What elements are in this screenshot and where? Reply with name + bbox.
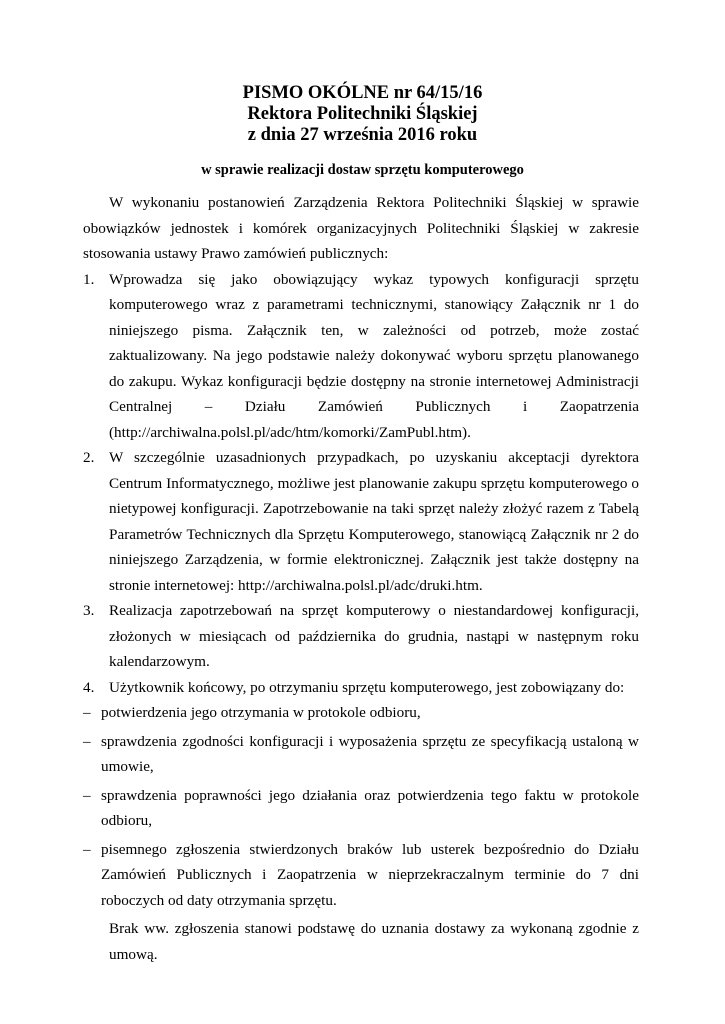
list-item-number: 4. <box>83 678 95 696</box>
list-item <box>83 675 639 701</box>
list-item-number: 2. <box>83 449 95 466</box>
dash-marker: – <box>83 786 91 804</box>
list-item <box>83 267 639 446</box>
dash-marker: – <box>83 704 91 721</box>
dash-marker: – <box>83 732 91 750</box>
title-line-2: Rektora Politechniki Śląskiej <box>247 104 478 124</box>
dash-list-item-text: sprawdzenia poprawności jego działania oraz potwierdzenia tego faktu w protokole odbioru, <box>101 786 639 829</box>
document-body <box>83 190 639 967</box>
title-line-1: PISMO OKÓLNE nr 64/15/16 <box>242 83 483 103</box>
dash-list-item <box>83 729 639 780</box>
list-item-text: Użytkownik końcowy, po otrzymaniu sprzętu komputerowego, jest zobowiązany do: <box>109 678 625 696</box>
dash-list-item-text: sprawdzenia zgodności konfiguracji i wyposażenia sprzętu ze specyfikacją ustaloną w umowie, <box>101 732 639 775</box>
list-item-number: 3. <box>83 602 95 619</box>
title-line-3: z dnia 27 września 2016 roku <box>247 125 478 145</box>
list-item-text: Realizacja zapotrzebowań na sprzęt komputerowy o niestandardowej konfiguracji, złożonych w miesiącach od października do grudnia, nastąpi w następnym roku kalendarzowym. <box>109 602 639 670</box>
document-title <box>0 83 725 146</box>
intro-paragraph: W wykonaniu postanowień Zarządzenia Rektora Politechniki Śląskiej w sprawie obowiązków jednostek i komórek organizacyjnych Politechniki Śląskiej w zakresie stosowania ustawy Prawo zamówień publicznych: <box>83 194 639 262</box>
list-item-text: Wprowadza się jako obowiązujący wykaz typowych konfiguracji sprzętu komputerowego wraz z parametrami technicznymi, stanowiący Załącznik nr 1 do niniejszego pisma. Załącznik ten, w zależności od potrzeb, może zostać zaktualizowany. Na jego podstawie należy dokonywać wyboru sprzętu planowanego do zakupu. Wykaz konfiguracji będzie dostępny na stronie internetowej Administracji Centralnej – Działu Zamówień Publicznych i Zaopatrzenia (http://archiwalna.polsl.pl/adc/htm/komorki/ZamPubl.htm). <box>109 270 639 441</box>
dash-list-item-text: potwierdzenia jego otrzymania w protokole odbioru, <box>101 704 421 721</box>
list-item-text: W szczególnie uzasadnionych przypadkach, po uzyskaniu akceptacji dyrektora Centrum Informatycznego, możliwe jest planowanie zakupu sprzętu komputerowego o nietypowej konfiguracji. Zapotrzebowanie na taki sprzęt należy złożyć razem z Tabelą Parametrów Technicznych dla Sprzętu Komputerowego, stanowiącą Załącznik nr 2 do niniejszego Zarządzenia, w formie elektronicznej. Załącznik jest także dostępny na stronie internetowej: http://archiwalna.polsl.pl/adc/druki.htm. <box>109 449 639 594</box>
dash-list-item <box>83 783 639 834</box>
dash-list-item <box>83 837 639 914</box>
dash-marker: – <box>83 840 91 858</box>
numbered-list <box>83 267 639 701</box>
closing-paragraph: Brak ww. zgłoszenia stanowi podstawę do uznania dostawy za wykonaną zgodnie z umową. <box>109 920 639 963</box>
document-subject: w sprawie realizacji dostaw sprzętu komputerowego <box>201 162 524 178</box>
dash-list-item-text: pisemnego zgłoszenia stwierdzonych braków lub usterek bezpośrednio do Działu Zamówień Publicznych i Zaopatrzenia w nieprzekraczalnym terminie do 7 dni roboczych od daty otrzymania sprzętu. <box>101 840 639 909</box>
list-item <box>83 445 639 598</box>
dash-list <box>83 700 639 913</box>
list-item <box>83 598 639 675</box>
dash-list-item <box>83 700 639 726</box>
list-item-number: 1. <box>83 270 95 288</box>
